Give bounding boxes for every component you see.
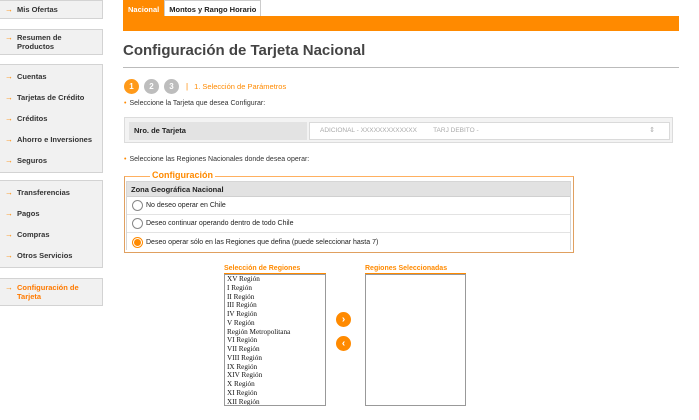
arrow-right-icon: → xyxy=(5,114,13,123)
sidebar-item-ahorro-inversiones[interactable] xyxy=(0,130,102,151)
arrow-right-icon: → xyxy=(5,93,13,102)
step-3-badge: 3 xyxy=(164,79,179,94)
arrow-right-icon: → xyxy=(5,135,13,144)
arrow-right-icon: → xyxy=(5,188,13,197)
sidebar-item-creditos[interactable] xyxy=(0,109,102,130)
add-region-button[interactable]: › xyxy=(336,312,351,327)
sidebar-item-label: Créditos xyxy=(17,114,48,123)
sidebar-item-label: Configuración de Tarjeta xyxy=(17,283,79,301)
available-regions-title: Selección de Regiones xyxy=(224,265,301,272)
nav-group-offers xyxy=(0,0,103,19)
sidebar-item-resumen-productos[interactable] xyxy=(0,30,102,54)
bullet-icon: • xyxy=(124,100,127,107)
arrow-right-icon: → xyxy=(5,5,13,14)
region-option[interactable]: XIV Región xyxy=(227,371,263,380)
region-option[interactable]: VIII Región xyxy=(227,353,262,362)
card-instruction xyxy=(124,100,265,107)
tab-content-bar xyxy=(123,16,679,31)
region-option[interactable]: III Región xyxy=(227,301,257,310)
page-title: Configuración de Tarjeta Nacional xyxy=(123,42,366,59)
sidebar-item-label: Compras xyxy=(17,230,50,239)
region-option[interactable]: V Región xyxy=(227,318,255,327)
zona-geografica-table xyxy=(126,181,571,250)
arrow-right-icon: → xyxy=(5,209,13,218)
arrow-right-icon: → xyxy=(5,156,13,165)
radio-regiones-definidas[interactable] xyxy=(132,237,143,248)
option-todo-chile[interactable] xyxy=(127,215,570,233)
card-number-label: Nro. de Tarjeta xyxy=(129,122,307,140)
step-indicator xyxy=(124,79,286,94)
sidebar-item-cuentas[interactable] xyxy=(0,67,102,88)
nav-group-products xyxy=(0,64,103,173)
sidebar-item-label: Mis Ofertas xyxy=(17,5,58,14)
arrow-right-icon: → xyxy=(5,251,13,260)
selected-regions-title: Regiones Seleccionadas xyxy=(365,265,448,272)
selected-regions-list[interactable] xyxy=(365,274,466,406)
option-no-operar-chile[interactable] xyxy=(127,197,570,215)
step-2-badge: 2 xyxy=(144,79,159,94)
step-1-badge: 1 xyxy=(124,79,139,94)
sidebar-item-label: Tarjetas de Crédito xyxy=(17,93,85,102)
sidebar-item-pagos[interactable] xyxy=(0,204,102,225)
radio-no-operar[interactable] xyxy=(132,200,143,211)
regions-instruction xyxy=(124,156,309,163)
remove-region-button[interactable]: ‹ xyxy=(336,336,351,351)
card-number-selected-value: ADICIONAL - XXXXXXXXXXXXX TARJ DEBITO - xyxy=(320,127,479,134)
region-option[interactable]: IV Región xyxy=(227,310,258,318)
sidebar-item-mis-ofertas[interactable] xyxy=(0,1,102,18)
dropdown-arrow-icon: ⇕ xyxy=(649,127,655,134)
sidebar-item-label: Otros Servicios xyxy=(17,251,73,260)
sidebar-item-otros-servicios[interactable] xyxy=(0,246,102,265)
region-option[interactable]: IX Región xyxy=(227,362,258,371)
option-label: Deseo continuar operando dentro de todo Chile xyxy=(146,220,294,227)
current-step-label: 1. Selección de Parámetros xyxy=(194,82,287,91)
sidebar-item-label: Ahorro e Inversiones xyxy=(17,135,93,144)
configuration-legend: Configuración xyxy=(152,170,213,180)
region-option[interactable]: VII Región xyxy=(227,345,260,353)
arrow-right-icon: → xyxy=(5,283,13,292)
region-option[interactable]: X Región xyxy=(227,380,255,388)
sidebar-item-label: Cuentas xyxy=(17,72,47,81)
arrow-right-icon: → xyxy=(5,72,13,81)
tab-montos-rango-horario[interactable]: Montos y Rango Horario xyxy=(164,0,261,16)
option-label: No deseo operar en Chile xyxy=(146,202,226,209)
region-option[interactable]: II Región xyxy=(227,292,255,301)
radio-todo-chile[interactable] xyxy=(132,218,143,229)
title-divider xyxy=(123,67,679,68)
card-number-select[interactable] xyxy=(309,122,670,140)
region-option[interactable]: XII Región xyxy=(227,397,260,406)
zona-geografica-header: Zona Geográfica Nacional xyxy=(127,182,570,197)
sidebar-item-label: Resumen de Productos xyxy=(17,33,62,51)
sidebar-item-label: Transferencias xyxy=(17,188,70,197)
arrow-right-icon: → xyxy=(5,33,13,42)
sidebar-item-configuracion-tarjeta[interactable] xyxy=(0,279,102,305)
sidebar-item-seguros[interactable] xyxy=(0,151,102,170)
nav-group-summary xyxy=(0,29,103,55)
bullet-icon: • xyxy=(124,156,127,163)
region-option[interactable]: Región Metropolitana xyxy=(227,327,291,336)
nav-group-config xyxy=(0,278,103,306)
region-option[interactable]: VI Región xyxy=(227,336,258,345)
region-option[interactable]: XI Región xyxy=(227,388,258,397)
sidebar-item-tarjetas-credito[interactable] xyxy=(0,88,102,109)
sidebar-item-label: Seguros xyxy=(17,156,48,165)
region-option[interactable]: XV Región xyxy=(227,275,260,283)
card-instruction-text: Seleccione la Tarjeta que desea Configurar: xyxy=(129,100,266,107)
available-regions-list[interactable] xyxy=(224,274,326,406)
arrow-right-icon: → xyxy=(5,230,13,239)
nav-group-services xyxy=(0,180,103,268)
sidebar-item-label: Pagos xyxy=(17,209,40,218)
option-regiones-definidas[interactable] xyxy=(127,233,570,251)
sidebar-item-compras[interactable] xyxy=(0,225,102,246)
card-selector-row xyxy=(124,117,673,143)
option-label: Deseo operar sólo en las Regiones que defina (puede seleccionar hasta 7) xyxy=(146,238,379,246)
sidebar-item-transferencias[interactable] xyxy=(0,183,102,204)
region-option[interactable]: I Región xyxy=(227,283,252,292)
tab-nacional[interactable]: Nacional xyxy=(123,0,164,16)
regions-instruction-text: Seleccione las Regiones Nacionales donde desea operar: xyxy=(129,156,310,163)
step-separator: | xyxy=(186,82,189,91)
